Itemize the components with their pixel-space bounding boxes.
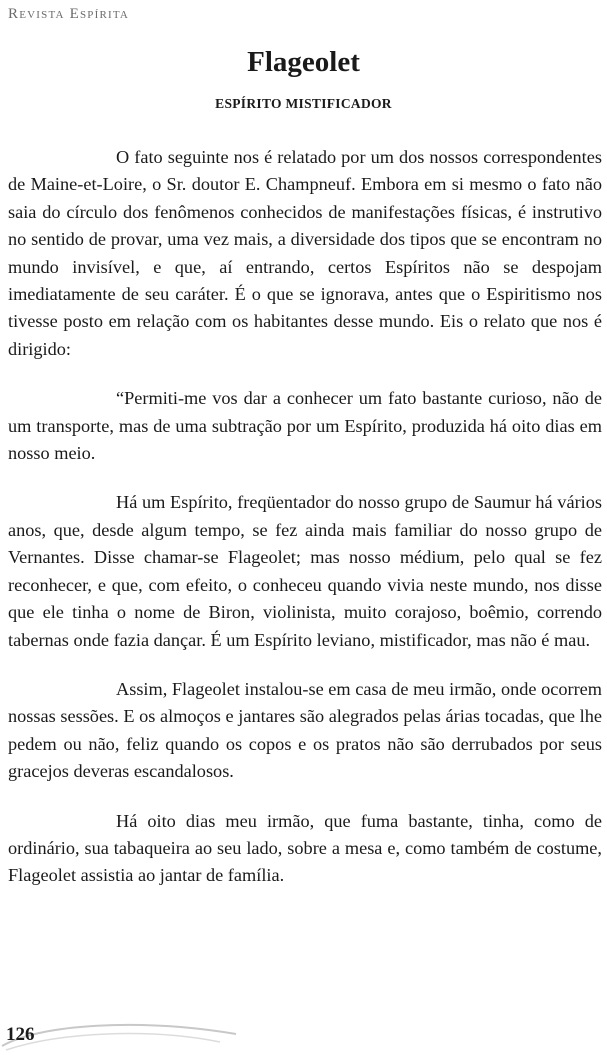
paragraph: “Permiti-me vos dar a conhecer um fato bastante curioso, não de um transporte, mas de uma subtração por um Espírito, produzida há oito dias em nosso meio.: [8, 388, 602, 464]
paragraph: O fato seguinte nos é relatado por um dos nossos correspondentes de Maine-et-Loire, o Sr. doutor E. Champneuf. Embora em si mesmo o fato não saia do círculo dos fenômenos conhecidos de manifestações físicas, é instrutivo no sentido de provar, uma vez mais, a diversidade dos tipos que se encontram no mundo invisível, e que, aí entrando, certos Espíritos não se despojam imediatamente de seu caráter. É o que se ignorava, antes que o Espiritismo nos tivesse posto em relação com os habitantes desse mundo. Eis o relato que nos é dirigido:: [8, 147, 602, 359]
running-header: Revista Espírita: [8, 6, 130, 22]
page-number: 126: [6, 1024, 35, 1045]
paragraph: Assim, Flageolet instalou-se em casa de meu irmão, onde ocorrem nossas sessões. E os almoços e jantares são alegrados pelas árias tocadas, que lhe pedem ou não, feliz quando os copos e os pratos não são derrubados por seus gracejos deveras escandalosos.: [8, 678, 602, 782]
decorative-swoosh: [0, 1016, 240, 1056]
article-body: [8, 144, 602, 912]
paragraph: Há oito dias meu irmão, que fuma bastante, tinha, como de ordinário, sua tabaqueira ao seu lado, sobre a mesa e, como também de costume, Flageolet assistia ao jantar de família.: [8, 810, 602, 886]
article-title: Flageolet: [247, 46, 360, 78]
article-subtitle: ESPÍRITO MISTIFICADOR: [215, 96, 392, 111]
paragraph: Há um Espírito, freqüentador do nosso grupo de Saumur há vários anos, que, desde algum tempo, se fez ainda mais familiar do nosso grupo de Vernantes. Disse chamar-se Flageolet; mas nosso médium, pelo qual se fez reconhecer, e que, com efeito, o conheceu quando vivia neste mundo, nos disse que ele tinha o nome de Biron, violinista, muito corajoso, boêmio, correndo tabernas onde fazia dançar. É um Espírito leviano, mistificador, mas não é mau.: [8, 492, 602, 650]
